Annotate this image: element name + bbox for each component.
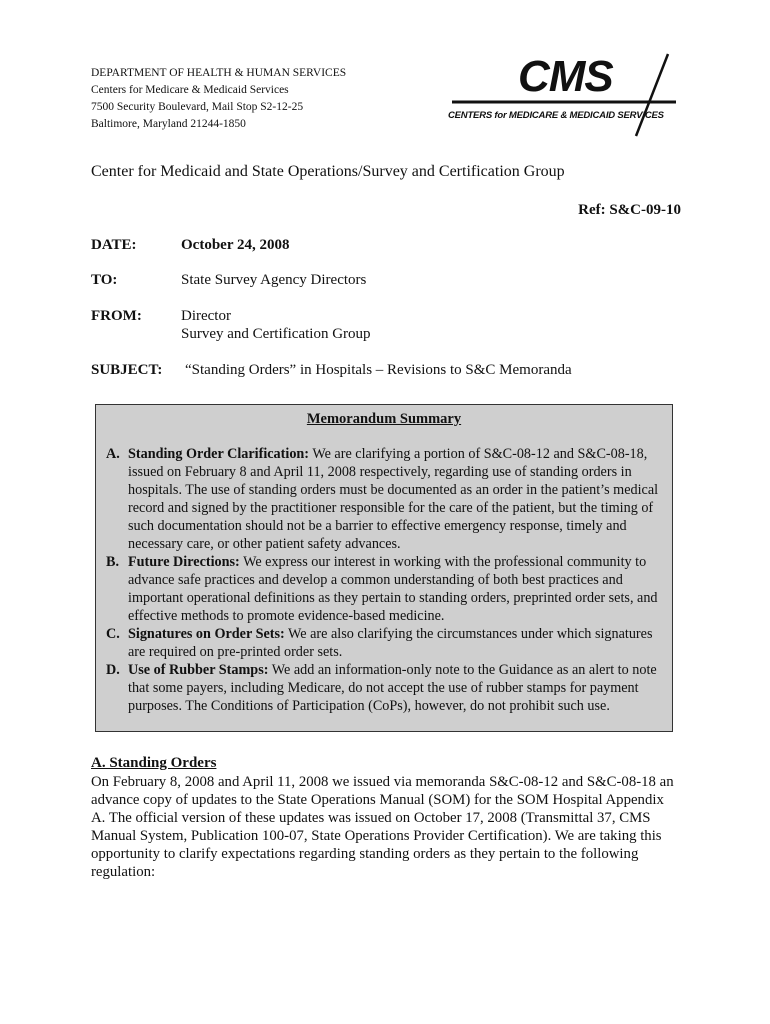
summary-item-letter: B. [106, 554, 120, 570]
summary-item-text: We express our interest in working with the professional community to advance safe practices and develop a common understanding of both best practices and important operational definitions as they pertain to standing orders, preprinted order sets, and effective methods to promote evidence-based medicine. [128, 554, 658, 624]
center-title: Center for Medicaid and State Operations/Survey and Certification Group [91, 163, 565, 180]
summary-item-text: We add an information-only note to the Guidance as an alert to note that some payers, including Medicare, do not accept the use of rubber stamps for payment purposes. The Conditions of Participation (CoPs), however, do not prohibit such use. [128, 662, 657, 714]
section-a-body: On February 8, 2008 and April 11, 2008 we issued via memoranda S&C-08-12 and S&C-08-18 an advance copy of updates to the State Operations Manual (SOM) for the SOM Hospital Appendix A. The official version of these updates was issued on October 17, 2008 (Transmittal 37, CMS Manual System, Publication 100-07, State Operations Provider Certification). We are taking this opportunity to clarify expectations regarding standing orders as they pertain to the following regulation: [91, 774, 674, 880]
summary-item-c [106, 625, 666, 661]
subject-value: “Standing Orders” in Hospitals – Revisions to S&C Memoranda [185, 362, 572, 378]
summary-item-letter: A. [106, 446, 120, 462]
reference-number: Ref: S&C-09-10 [578, 202, 681, 218]
from-value-title: Director [181, 308, 231, 324]
to-label: TO: [91, 272, 118, 288]
cms-logo-word: CMS [518, 52, 613, 101]
section-a-heading: A. Standing Orders [91, 755, 217, 771]
summary-item-heading: Use of Rubber Stamps: [128, 662, 269, 678]
summary-item-b [106, 553, 666, 625]
summary-item-text: We are clarifying a portion of S&C-08-12 and S&C-08-18, issued on February 8 and April 11, 2008 respectively, regarding use of standing orders in hospitals. The use of standing orders must be documented as an order in the patient’s medical record and signed by the practitioner responsible for the care of the patient, but the timing of such documentation should not be a barrier to effective emergency response, timely and necessary care, or other patient safety advances. [128, 446, 659, 552]
summary-item-letter: D. [106, 662, 120, 678]
agency-department: DEPARTMENT OF HEALTH & HUMAN SERVICES [91, 67, 347, 79]
summary-item-heading: Standing Order Clarification: [128, 446, 310, 462]
summary-items [106, 445, 666, 715]
agency-centers: Centers for Medicare & Medicaid Services [91, 84, 289, 96]
to-value: State Survey Agency Directors [181, 272, 367, 288]
summary-title: Memorandum Summary [306, 411, 462, 427]
memorandum-summary-box [95, 404, 673, 732]
summary-item-letter: C. [106, 626, 120, 642]
summary-item-text: We are also clarifying the circumstances under which signatures are required on pre-printed order sets. [128, 626, 653, 660]
date-value: October 24, 2008 [181, 237, 290, 253]
from-value-group: Survey and Certification Group [181, 326, 371, 342]
agency-address-block [91, 65, 346, 133]
summary-item-heading: Future Directions: [128, 554, 240, 570]
date-label: DATE: [91, 237, 137, 253]
agency-street: 7500 Security Boulevard, Mail Stop S2-12-25 [91, 101, 304, 113]
summary-item-a [106, 445, 666, 553]
from-label: FROM: [91, 308, 142, 324]
agency-city: Baltimore, Maryland 21244-1850 [91, 118, 246, 130]
summary-item-heading: Signatures on Order Sets: [128, 626, 285, 642]
cms-logo [440, 50, 685, 140]
subject-label: SUBJECT: [91, 362, 163, 378]
summary-item-d [106, 661, 666, 715]
cms-logo-subtitle: CENTERS for MEDICARE & MEDICAID SERVICES [448, 110, 664, 121]
